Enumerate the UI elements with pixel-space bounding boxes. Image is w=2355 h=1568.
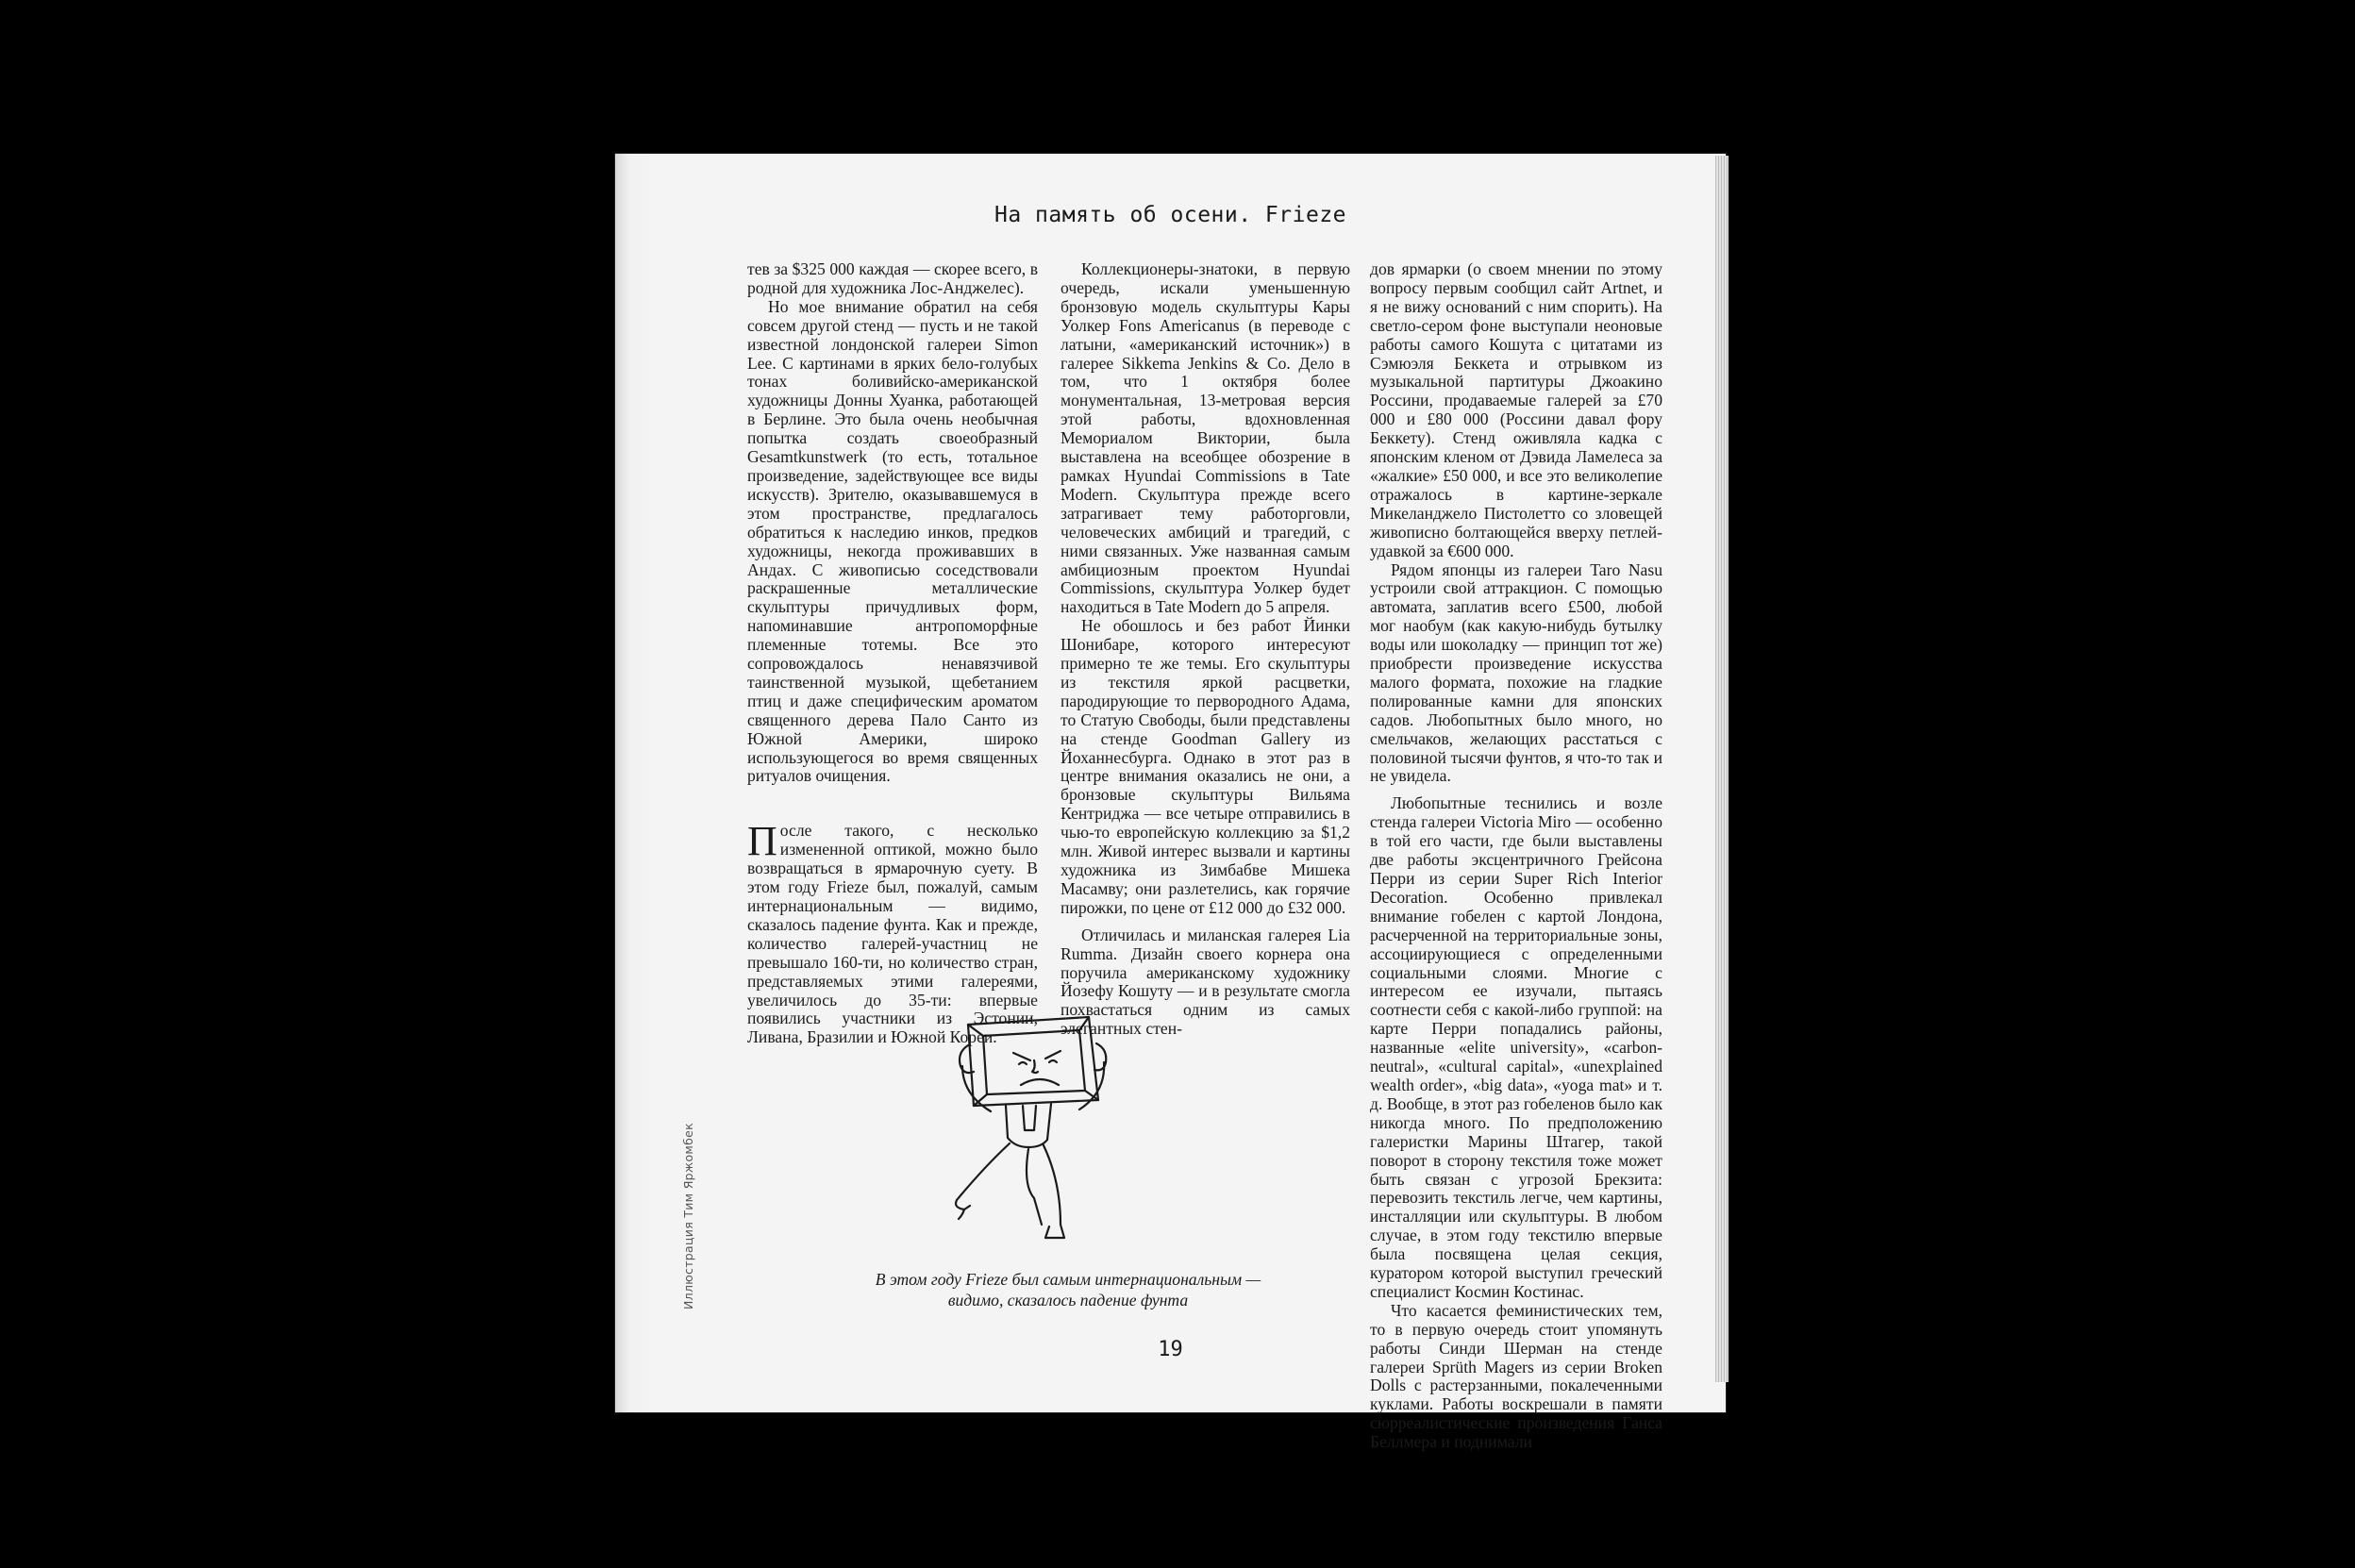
paragraph: тев за $325 000 каждая — скорее всего, в родной для художника Лос-Анджелес).	[747, 259, 1038, 297]
paragraph: Но мое внимание обратил на себя совсем другой стенд — пусть и не такой известной лондонской галереи Simon Lee. С картинами в ярких бело-голубых тонах боливийско-американской художницы Донны Хуанка, работающей в Берлине. Это была очень необычная попытка создать своеобразный Gesamtkunstwerk (то есть, тотальное произведение, задействующее все виды искусств). Зрителю, оказывавшемуся в этом пространстве, предлагалось обратиться к наследию инков, предков художницы, некогда проживавших в Андах. С живописью соседствовали раскрашенные металлические скульптуры причудливых форм, напоминавшие антропоморфные племенные тотемы. Все это сопровождалось ненавязчивой таинственной музыкой, щебетанием птиц и даже специфическим ароматом священного дерева Пало Санто из Южной Америки, широко использующегося во время священных ритуалов очищения.	[747, 296, 1038, 786]
text-column-3	[1370, 259, 1662, 1452]
illustration-credit: Иллюстрация Тим Яржомбек	[681, 1123, 695, 1309]
paragraph: Отличилась и миланская галерея Lia Rumma. Дизайн своего корнера она поручила американскому художнику Йозефу Кошуту — и в результате смогла похвастаться одним из самых элегантных стен-	[1061, 925, 1350, 1039]
paragraph: дов ярмарки (о своем мнении по этому вопросу первым сообщил сайт Artnet, и я не вижу оснований с ним спорить). На светло-сером фоне выступали неоновые работы самого Кошута с цитатами из Сэмюэля Беккета и отрывком из музыкальной партитуры Джоакино Россини, продаваемые галерей за £70 000 и £80 000 (Россини давал фору Беккету). Стенд оживляла кадка с японским кленом от Дэвида Ламелеса за «жалкие» £50 000, и все это великолепие отражалось в картине-зеркале Микеланджело Пистолетто со зловещей живописно болтающейся вверху петлей-удавкой за €600 000.	[1370, 259, 1662, 560]
paragraph: Рядом японцы из галереи Taro Nasu устроили свой аттракцион. С помощью автомата, заплатив всего £500, любой мог наобум (как какую-нибудь бутылку воды или шоколадку — принцип тот же) приобрести произведение искусства малого формата, похожие на гладкие полированные камни для японских садов. Любопытных было много, но смельчаков, желающих расстаться с половиной тысячи фунтов, я что-то так и не увидела.	[1370, 559, 1662, 786]
page-edges	[1715, 156, 1729, 1382]
drop-cap: П	[747, 818, 777, 865]
paragraph: Любопытные теснились и возле стенда галереи Victoria Miro — особенно в той его части, где были выставлены две работы эксцентричного Грейсона Перри из серии Super Rich Interior Decoration. Особенно привлекал внимание гобелен с картой Лондона, расчерченной на территориальные зоны, ассоциирующиеся с определенными социальными слоями. Многие с интересом ее изучали, пытаясь соотнести себя с какой-либо группой: на карте Перри попадались районы, названные «elite university», «carbon-neutral», «cultural capital», «unexplained wealth order», «big data», «yoga mat» и т. д. Вообще, в этот раз гобеленов было как никогда много. По предположению галеристки Марины Штагер, такой поворот в сторону текстиля тоже может быть связан с угрозой Брекзита: перевозить текстиль легче, чем картины, инсталляции или скульптуры. В любом случае, в этом году текстилю впервые была посвящена целая секция, куратором которой выступил греческий специалист Космин Костинас.	[1370, 793, 1662, 1301]
caption-line: В этом году Frieze был самым интернациональным —	[875, 1270, 1261, 1289]
text-column-2	[1061, 259, 1350, 1039]
caption-line: видимо, сказалось падение фунта	[947, 1291, 1189, 1309]
illustration-caption	[832, 1269, 1304, 1310]
magazine-page	[615, 154, 1726, 1452]
illustration-man-with-frame-icon	[947, 1006, 1136, 1251]
page-number: 19	[1158, 1338, 1183, 1361]
paragraph: Не обошлось и без работ Йинки Шонибаре, которого интересуют примерно те же темы. Его скульптуры из текстиля яркой расцветки, пародирующие то первородного Адама, то Статую Свободы, были представлены на стенде Goodman Gallery из Йоханнесбурга. Однако в этот раз в центре внимания оказались не они, а бронзовые скульптуры Вильяма Кентриджа — все четыре отправились в чью-то европейскую коллекцию за $1,2 млн. Живой интерес вызвали и картины художника из Зимбабве Мишека Масамву; они разлетелись, как горячие пирожки, по цене от £12 000 до £32 000.	[1061, 616, 1350, 917]
running-head: На память об осени. Frieze	[994, 203, 1347, 227]
paragraph: Что касается феминистических тем, то в первую очередь стоит упомянуть работы Синди Шерман на стенде галереи Sprüth Magers из серии Broken Dolls с растерзанными, покалеченными куклами. Работы воскрешали в памяти сюрреалистические произведения Ганса Беллмера и поднимали	[1370, 1300, 1662, 1452]
dropcap-text: осле такого, с несколько измененной оптикой, можно было возвращаться в ярмарочную суету. В этом году Frieze был, пожалуй, самым интернациональным — видимо, сказалось падение фунта. Как и прежде, количество галерей-участниц не превышало 160-ти, но количество стран, представляемых этими галереями, увеличилось до 35-ти: впервые появились участники из Эстонии, Ливана, Бразилии и Южной Кореи.	[747, 821, 1038, 1047]
text-column-1	[747, 259, 1038, 1047]
paragraph: Коллекционеры-знатоки, в первую очередь, искали уменьшенную бронзовую модель скульптуры Кары Уолкер Fons Americanus (в переводе с латыни, «американский источник») в галерее Sikkema Jenkins & Co. Дело в том, что 1 октября более монументальная, 13-метровая версия этой работы, вдохновленная Мемориалом Виктории, была выставлена на всеобщее обозрение в рамках Hyundai Commissions в Tate Modern. Скульптура прежде всего затрагивает тему работорговли, человеческих амбиций и трагедий, с ними связанных. Уже названная самым амбициозным проектом Hyundai Commissions, скульптура Уолкер будет находиться в Tate Modern до 5 апреля.	[1061, 259, 1350, 617]
